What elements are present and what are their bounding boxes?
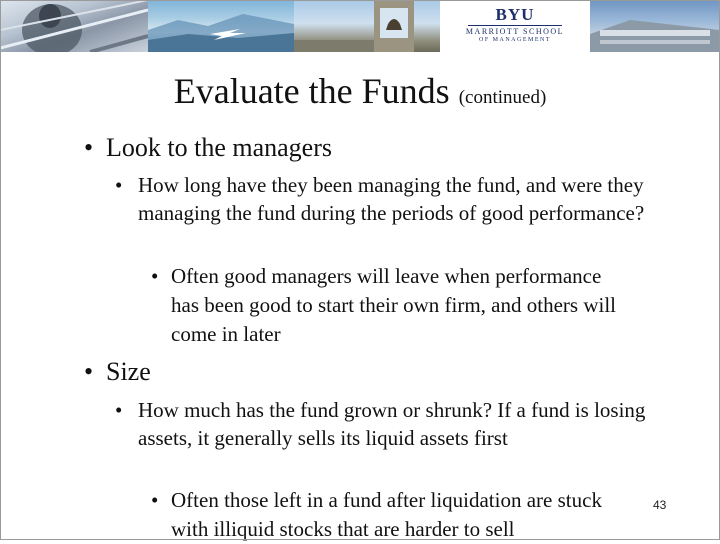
sub-sub-bullet-illiquid bbox=[151, 486, 621, 544]
slide-title-text: Evaluate the Funds bbox=[173, 71, 450, 111]
logo-title: BYU bbox=[495, 5, 535, 24]
page-number: 43 bbox=[653, 498, 667, 512]
bullet-text: How much has the fund grown or shrunk? If a fund is losing assets, it generally sells its liquid assets first bbox=[138, 398, 646, 450]
bullet-text: How long have they been managing the fund, and were they managing the fund during the periods of good performance? bbox=[138, 173, 645, 225]
logo-subtitle: MARRIOTT SCHOOL bbox=[465, 27, 565, 36]
slide-title-suffix: (continued) bbox=[458, 87, 547, 108]
bullet-text: Often good managers will leave when performance has been good to start their own firm, and others will come in later bbox=[171, 264, 616, 346]
bullet-text: Size bbox=[106, 357, 151, 386]
bullet-text: Often those left in a fund after liquidation are stuck with illiquid stocks that are harder to sell bbox=[171, 488, 602, 541]
bullet-dot: • bbox=[151, 488, 159, 512]
bullet-text: Look to the managers bbox=[106, 133, 332, 162]
sub-sub-bullet-leave bbox=[151, 262, 621, 349]
sub-bullet-tenure bbox=[115, 171, 655, 227]
sub-bullet-growth bbox=[115, 396, 655, 452]
bullet-dot: • bbox=[115, 173, 123, 197]
bullet-dot: • bbox=[151, 264, 159, 288]
bullet-dot: • bbox=[84, 357, 94, 386]
logo-subtitle-small: OF MANAGEMENT bbox=[479, 37, 551, 43]
bullet-dot: • bbox=[115, 398, 123, 422]
bullet-dot: • bbox=[84, 133, 94, 162]
